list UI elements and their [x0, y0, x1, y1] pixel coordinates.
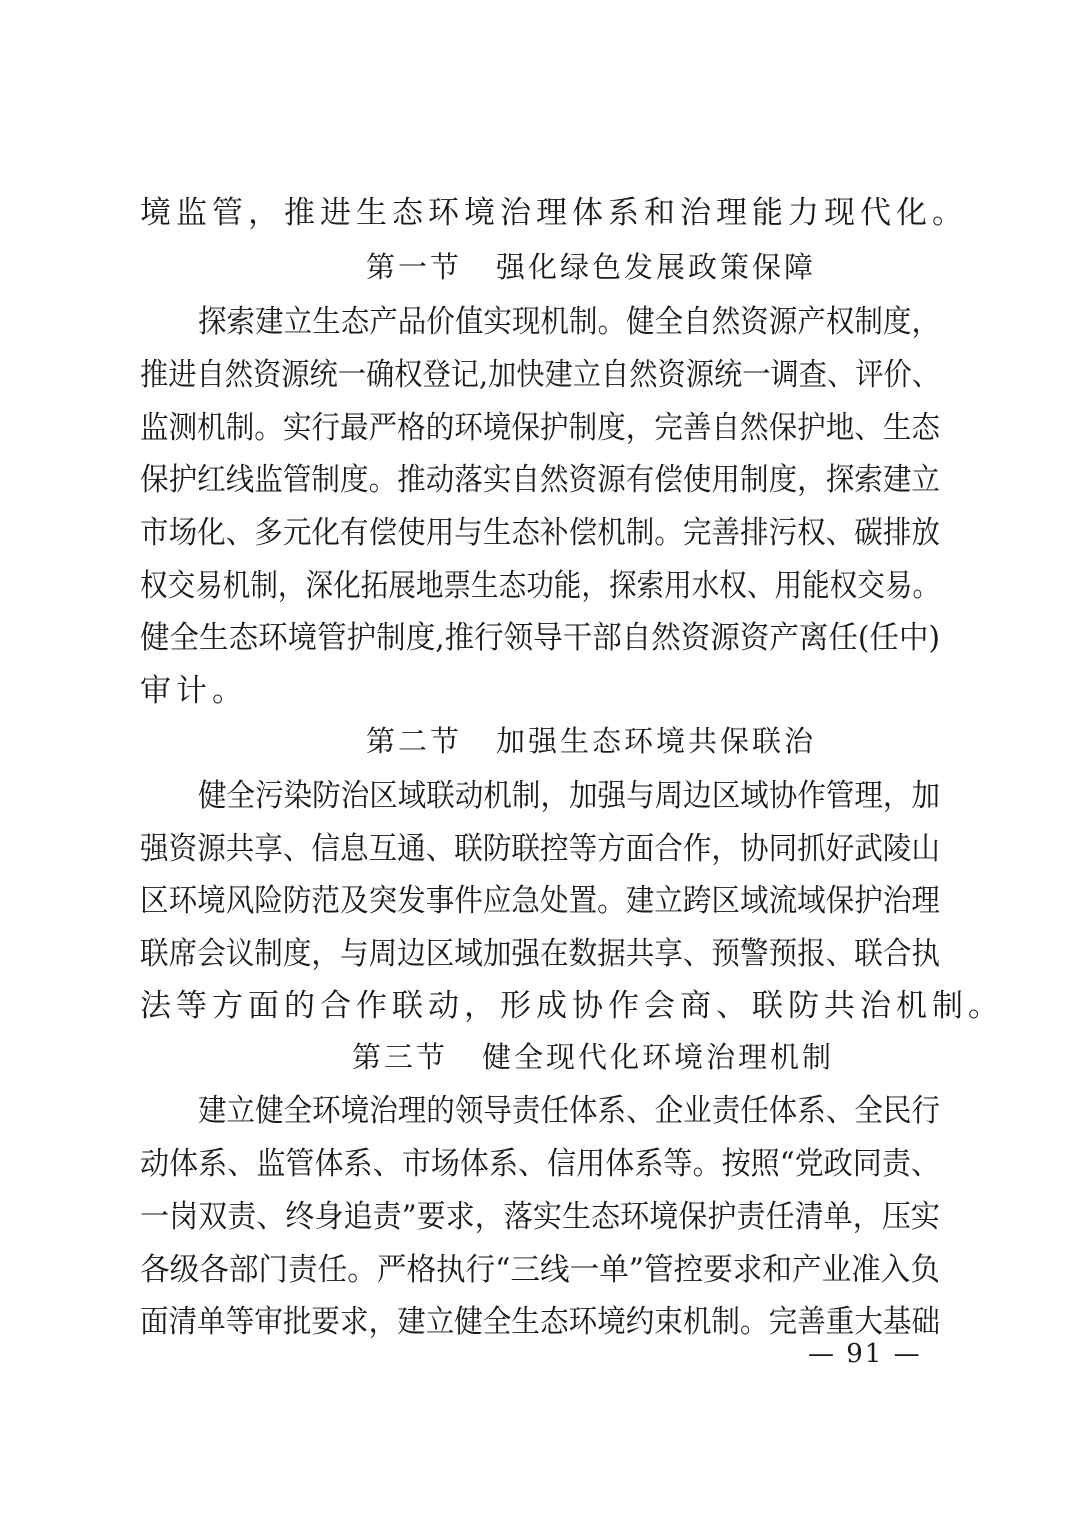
- page-number: — 91 —: [808, 1339, 922, 1369]
- paragraph-line: 探索建立生态产品价值实现机制。健全自然资源产权制度，: [198, 304, 940, 340]
- paragraph-line: 区环境风险防范及突发事件应急处置。建立跨区域流域保护治理: [140, 883, 940, 919]
- opening-line: 境监管，推进生态环境治理体系和治理能力现代化。: [140, 195, 968, 231]
- section-heading-1: [366, 247, 816, 287]
- section-title: 健全现代化环境治理机制: [482, 1040, 835, 1074]
- section-number: 第三节: [352, 1040, 449, 1074]
- paragraph-line: 强资源共享、信息互通、联防联控等方面合作，协同抓好武陵山: [140, 831, 940, 867]
- paragraph-line: 市场化、多元化有偿使用与生态补偿机制。完善排污权、碳排放: [140, 515, 940, 551]
- section-number: 第一节: [366, 250, 463, 284]
- paragraph-line: 各级各部门责任。严格执行“三线一单”管控要求和产业准入负: [140, 1252, 940, 1288]
- paragraph-line: 监测机制。实行最严格的环境保护制度，完善自然保护地、生态: [140, 410, 940, 446]
- paragraph-line: 联席会议制度，与周边区域加强在数据共享、预警预报、联合执: [140, 936, 940, 972]
- section-number: 第二节: [366, 724, 463, 758]
- paragraph-line: 权交易机制，深化拓展地票生态功能，探索用水权、用能权交易。: [140, 568, 940, 604]
- paragraph-line: 审计。: [140, 673, 248, 709]
- paragraph-line: 建立健全环境治理的领导责任体系、企业责任体系、全民行: [198, 1093, 940, 1129]
- section-heading-3: [352, 1037, 834, 1077]
- paragraph-line: 健全生态环境管护制度,推行领导干部自然资源资产离任(任中): [140, 620, 940, 656]
- paragraph-line: 面清单等审批要求，建立健全生态环境约束机制。完善重大基础: [140, 1304, 940, 1340]
- paragraph-line: 保护红线监管制度。推动落实自然资源有偿使用制度，探索建立: [140, 462, 940, 498]
- section-heading-2: [366, 721, 816, 761]
- paragraph-line: 动体系、监管体系、市场体系、信用体系等。按照“党政同责、: [140, 1146, 940, 1182]
- section-title: 强化绿色发展政策保障: [496, 250, 817, 284]
- section-title: 加强生态环境共保联治: [496, 724, 817, 758]
- paragraph-line: 推进自然资源统一确权登记,加快建立自然资源统一调查、评价、: [140, 357, 940, 393]
- paragraph-line: 法等方面的合作联动，形成协作会商、联防共治机制。: [140, 988, 1004, 1024]
- paragraph-line: 一岗双责、终身追责”要求，落实生态环境保护责任清单，压实: [140, 1199, 940, 1235]
- paragraph-line: 健全污染防治区域联动机制，加强与周边区域协作管理，加: [198, 778, 940, 814]
